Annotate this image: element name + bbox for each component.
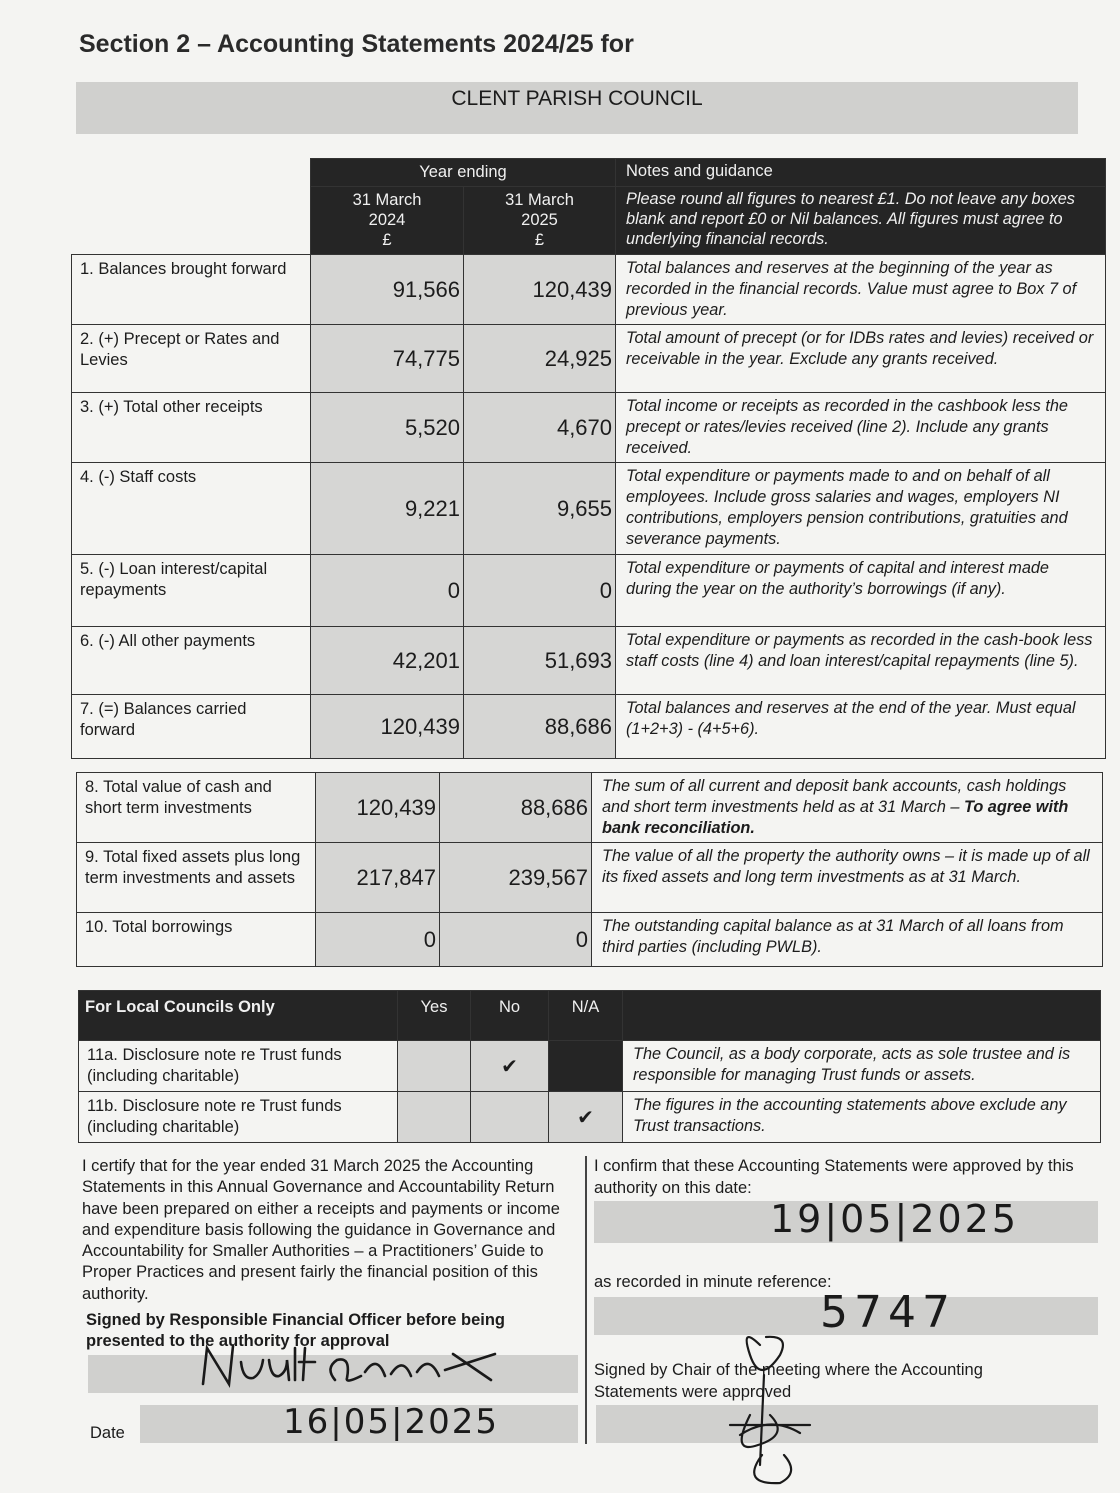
no-checkbox[interactable] [471,1092,549,1143]
approval-confirm-text: I confirm that these Accounting Statements were approved by this authority on this date: [594,1157,1074,1197]
column-divider [585,1156,587,1444]
row-note: The value of all the property the authority owns – it is made up of all its fixed assets and long term investments as at 31 March. [592,843,1103,913]
local-councils-heading: For Local Councils Only [79,991,398,1041]
row-note: Total expenditure or payments of capital and interest made during the year on the authority’s borrowings (if any). [616,555,1106,627]
chair-signature-box[interactable] [596,1405,1098,1443]
yes-checkbox[interactable] [398,1092,471,1143]
value-2025: 120,439 [464,255,616,325]
chair-signature [700,1315,840,1490]
col-2025-header: 31 March 2025 £ [464,187,616,255]
no-checkbox[interactable]: ✔ [471,1041,549,1092]
table-row [72,325,1106,393]
row-note: Total income or receipts as recorded in the cashbook less the precept or rates/levies received (line 2). Include any grants received. [616,393,1106,463]
value-2024: 42,201 [311,627,464,695]
minute-label: as recorded in minute reference: [594,1273,832,1291]
value-2025: 24,925 [464,325,616,393]
row-note: Total balances and reserves at the beginning of the year as recorded in the financial records. Value must agree to Box 7 of previous year. [616,255,1106,325]
authority-name: CLENT PARISH COUNCIL [76,82,1078,134]
value-2025: 88,686 [464,695,616,759]
value-2024: 0 [311,555,464,627]
table-row [72,463,1106,555]
value-2024: 0 [316,913,440,967]
value-2024: 74,775 [311,325,464,393]
chair-signature-label: Signed by Chair of the meeting where the Accounting Statements were approved [594,1361,983,1401]
table-row [72,555,1106,627]
table-row [72,255,1106,325]
table-row [79,1041,1101,1092]
col-2024-header: 31 March 2024 £ [311,187,464,255]
row-label: 9. Total fixed assets plus long term investments and assets [77,843,316,913]
date-label: Date [90,1424,125,1442]
value-2025: 0 [464,555,616,627]
value-2025: 9,655 [464,463,616,555]
value-2024: 217,847 [316,843,440,913]
row-note: The Council, as a body corporate, acts as sole trustee and is responsible for managing Trust funds or assets. [623,1041,1101,1092]
table-row [77,843,1103,913]
rfo-signature [195,1340,505,1395]
value-2024: 5,520 [311,393,464,463]
row-label: 10. Total borrowings [77,913,316,967]
row-label: 8. Total value of cash and short term investments [77,773,316,843]
row-label: 1. Balances brought forward [72,255,311,325]
na-checkbox [549,1041,623,1092]
row-label: 2. (+) Precept or Rates and Levies [72,325,311,393]
value-2025: 51,693 [464,627,616,695]
row-note: The figures in the accounting statements above exclude any Trust transactions. [623,1092,1101,1143]
yes-header: Yes [398,991,471,1041]
approval-date-value: 19|05|2025 [770,1197,1020,1241]
notes-intro: Please round all figures to nearest £1. Do not leave any boxes blank and report £0 or Nil balances. All figures must agree to underlying financial records. [616,187,1106,255]
row-note: Total expenditure or payments as recorded in the cash-book less staff costs (line 4) and loan interest/capital repayments (line 5). [616,627,1106,695]
row-label: 4. (-) Staff costs [72,463,311,555]
table-row [72,393,1106,463]
value-2024: 120,439 [316,773,440,843]
rfo-date-value: 16|05|2025 [283,1402,499,1442]
year-ending-header: Year ending [311,159,616,187]
table-row [72,627,1106,695]
row-label: 5. (-) Loan interest/capital repayments [72,555,311,627]
value-2024: 91,566 [311,255,464,325]
statements-table [71,158,1106,759]
row-label: 7. (=) Balances carried forward [72,695,311,759]
value-2025: 0 [440,913,592,967]
value-2024: 120,439 [311,695,464,759]
certification-text: I certify that for the year ended 31 March 2025 the Accounting Statements in this Annual Governance and Accountability Return have been prepared on either a receipts and payments or income and expenditure basis following the guidance in Governance and Accountability for Smaller Authorities – a Practitioners’ Guide to Proper Practices and present fairly the financial position of this authority. [82,1157,560,1303]
section-title: Section 2 – Accounting Statements 2024/25 for [79,30,634,58]
trust-table [78,990,1101,1143]
no-header: No [471,991,549,1041]
table-row [77,913,1103,967]
row-note: Total amount of precept (or for IDBs rates and levies) received or receivable in the year. Exclude any grants received. [616,325,1106,393]
table-row [77,773,1103,843]
row-note: The outstanding capital balance as at 31 March of all loans from third parties (including PWLB). [592,913,1103,967]
notes-heading: Notes and guidance [616,159,1106,187]
row-label: 3. (+) Total other receipts [72,393,311,463]
row-note: The sum of all current and deposit bank accounts, cash holdings and short term investments held as at 31 March – To agree with bank reconciliation. [592,773,1103,843]
yes-checkbox[interactable] [398,1041,471,1092]
row-label: 11b. Disclosure note re Trust funds (including charitable) [79,1092,398,1143]
row-note: Total expenditure or payments made to and on behalf of all employees. Include gross salaries and wages, employers NI contributions, employers pension contributions, gratuities and severance payments. [616,463,1106,555]
value-2025: 239,567 [440,843,592,913]
row-label: 11a. Disclosure note re Trust funds (including charitable) [79,1041,398,1092]
row-label: 6. (-) All other payments [72,627,311,695]
value-2025: 4,670 [464,393,616,463]
value-2024: 9,221 [311,463,464,555]
value-2025: 88,686 [440,773,592,843]
assets-table [76,772,1103,967]
na-checkbox[interactable]: ✔ [549,1092,623,1143]
row-note: Total balances and reserves at the end of the year. Must equal (1+2+3) - (4+5+6). [616,695,1106,759]
table-row [79,1092,1101,1143]
na-header: N/A [549,991,623,1041]
table-row [72,695,1106,759]
rfo-signature-label: Signed by Responsible Financial Officer before being presented to the authority for approval [86,1311,505,1350]
minute-ref-value: 5747 [820,1287,956,1338]
